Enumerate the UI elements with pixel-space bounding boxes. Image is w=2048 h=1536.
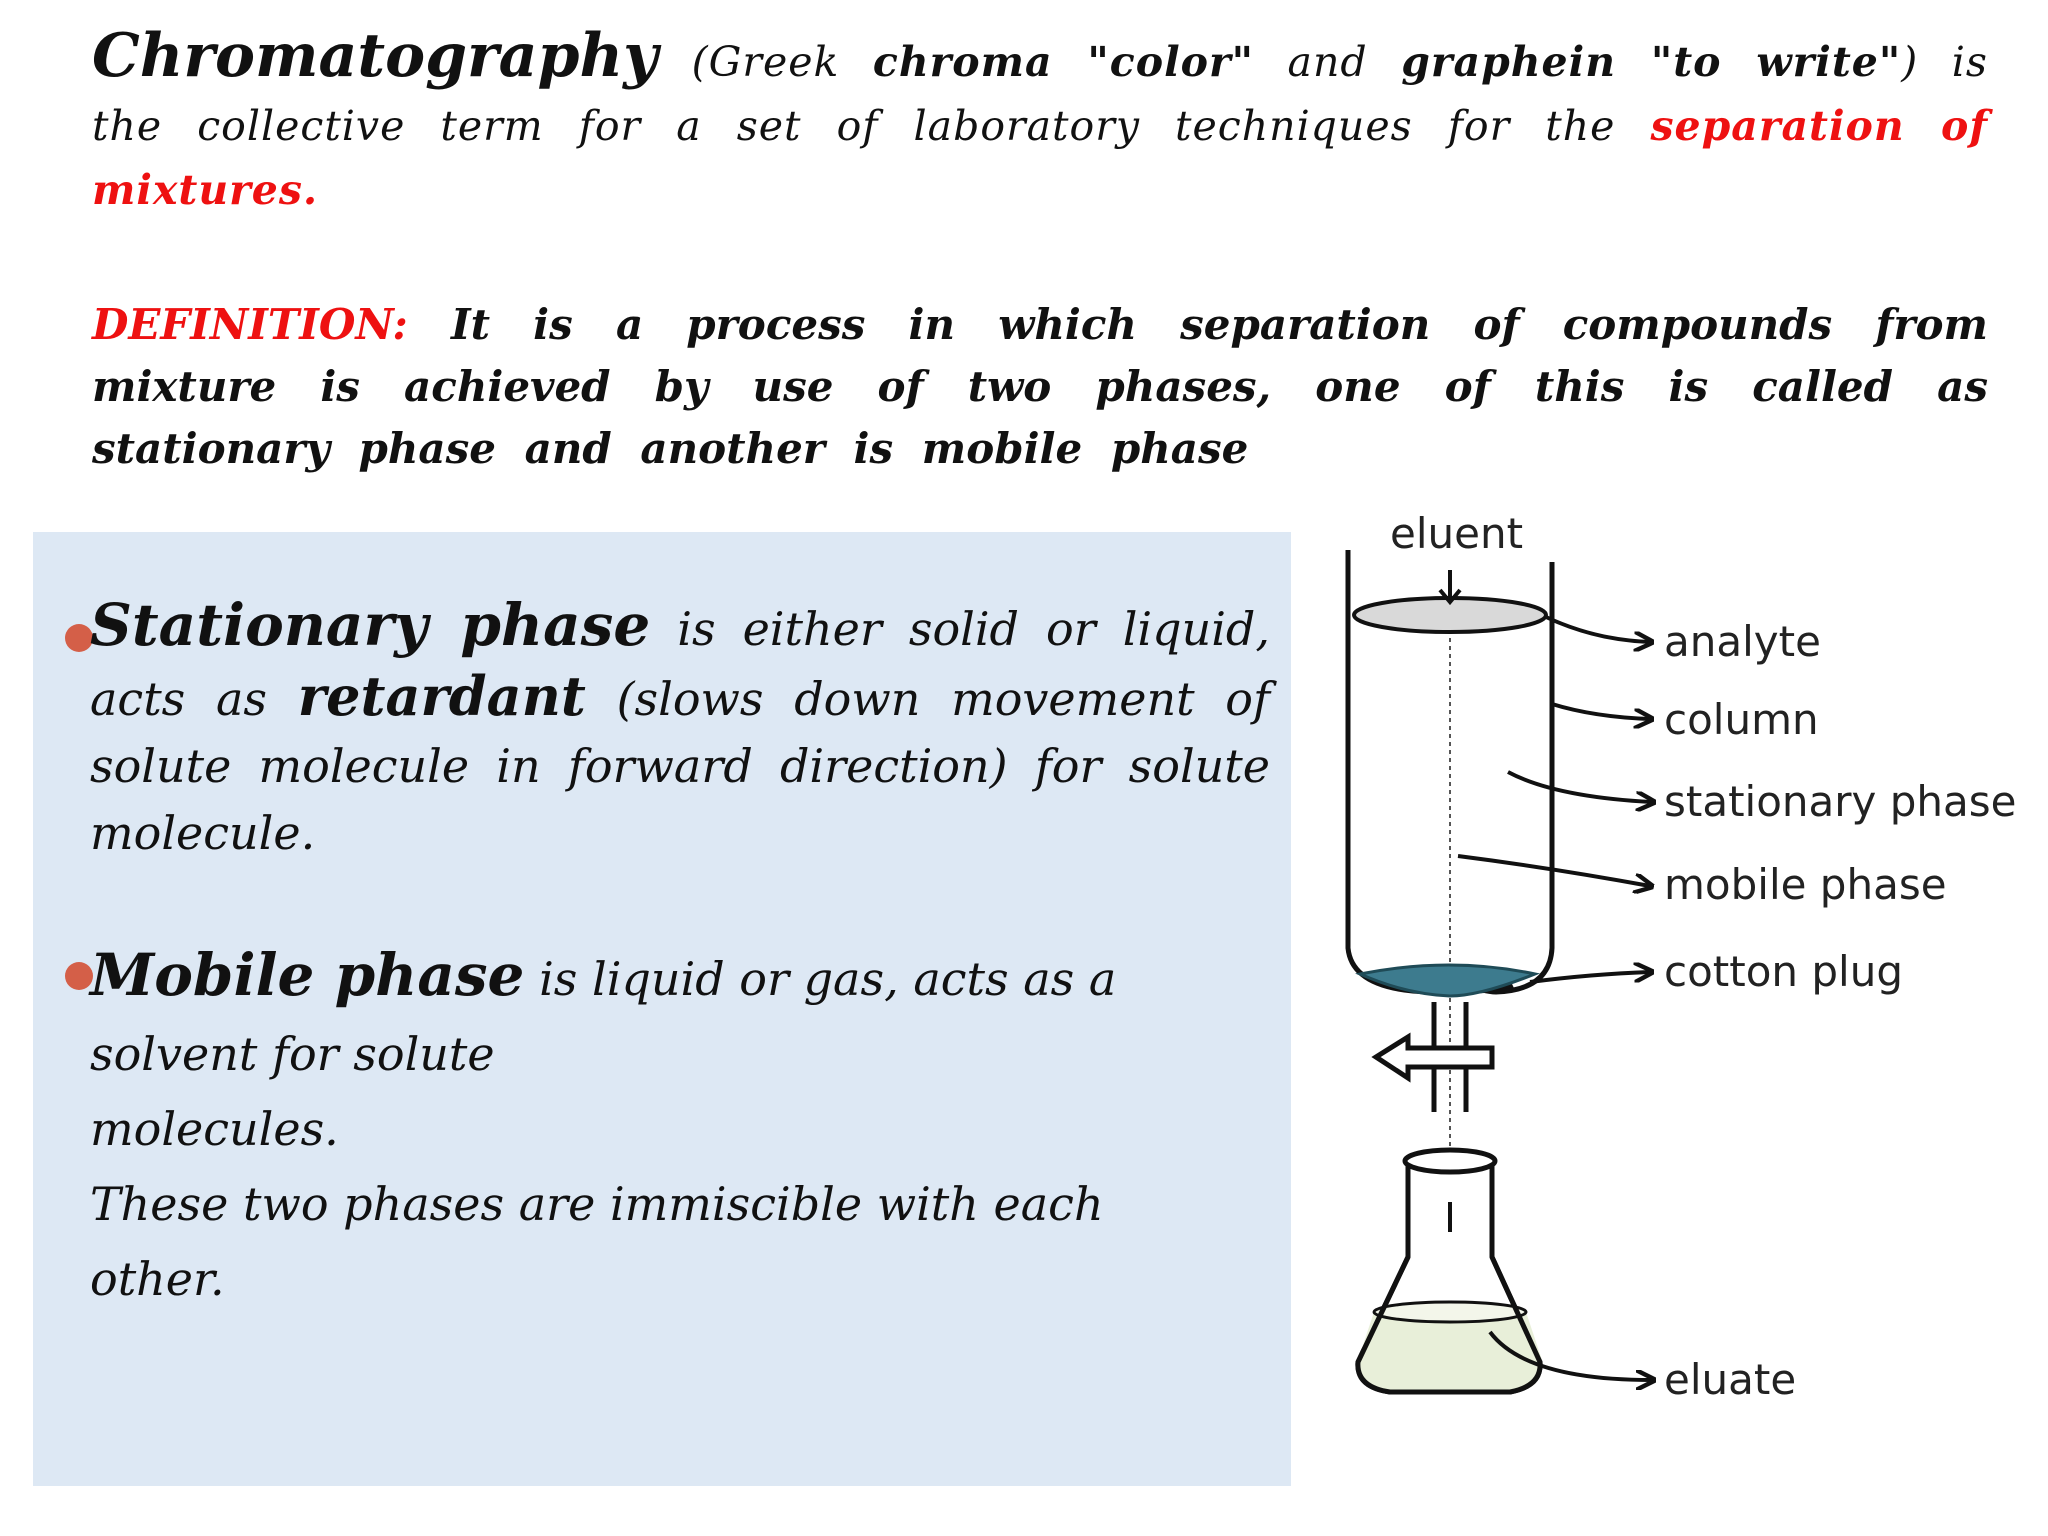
label-column: column: [1664, 695, 1819, 744]
intro-paragraph: [92, 21, 1989, 222]
label-eluate: eluate: [1664, 1355, 1797, 1404]
separation-highlight: separation of mixtures.: [92, 102, 1989, 214]
label-eluent: eluent: [1390, 512, 1524, 558]
stationary-phase-text-2: (slows down movement of solute molecule in forward direction) for solute molecule.: [90, 672, 1270, 860]
label-mobile-phase: mobile phase: [1664, 860, 1947, 909]
label-cotton-plug: cotton plug: [1664, 947, 1903, 996]
label-analyte: analyte: [1664, 617, 1821, 666]
mobile-phase-bullet: [90, 938, 1190, 1317]
intro-part2: ) is the collective term for a set of laboratory techniques for the: [92, 38, 1988, 150]
stationary-phase-text-1: is either solid or liquid, acts as: [90, 602, 1270, 726]
stationary-phase-bullet: [90, 592, 1270, 867]
definition-text: It is a process in which separation of compounds from mixture is achieved by use of two phases, one of this is called as stationary phase and another is mobile phase: [92, 300, 1988, 473]
term-chromatography: Chromatography: [92, 21, 658, 91]
immiscible-line-1: These two phases are immiscible with each: [90, 1177, 1104, 1231]
stationary-phase-heading: Stationary phase: [90, 591, 651, 659]
bullet-dot: [65, 624, 93, 652]
word-chroma: chroma: [872, 38, 1053, 86]
column-chromatography-diagram: [1330, 512, 2048, 1442]
mobile-phase-heading: Mobile phase: [90, 941, 525, 1009]
mobile-phase-text-1: is liquid or gas, acts as a: [524, 952, 1117, 1006]
intro-connector: and: [1253, 38, 1402, 86]
bullet-dot: [65, 962, 93, 990]
word-graphein: graphein: [1401, 38, 1617, 86]
definition-label: DEFINITION:: [92, 300, 408, 349]
stopcock-outlet: [1376, 1002, 1492, 1112]
definition-paragraph: [92, 294, 1988, 480]
mobile-phase-line-2: solvent for solute: [90, 1027, 495, 1081]
mobile-phase-line-3: molecules.: [90, 1102, 339, 1156]
intro-part1: (Greek: [658, 38, 873, 86]
mobile-phase-line-1: [90, 938, 1190, 1017]
word-graphein-gloss: "to write": [1616, 38, 1902, 86]
label-stationary-phase: stationary phase: [1664, 777, 2017, 826]
retardant-keyword: retardant: [297, 664, 586, 728]
word-chroma-gloss: "color": [1052, 38, 1254, 86]
pointer-arrows: [1458, 617, 1652, 1380]
immiscible-line-2: other.: [90, 1252, 225, 1306]
